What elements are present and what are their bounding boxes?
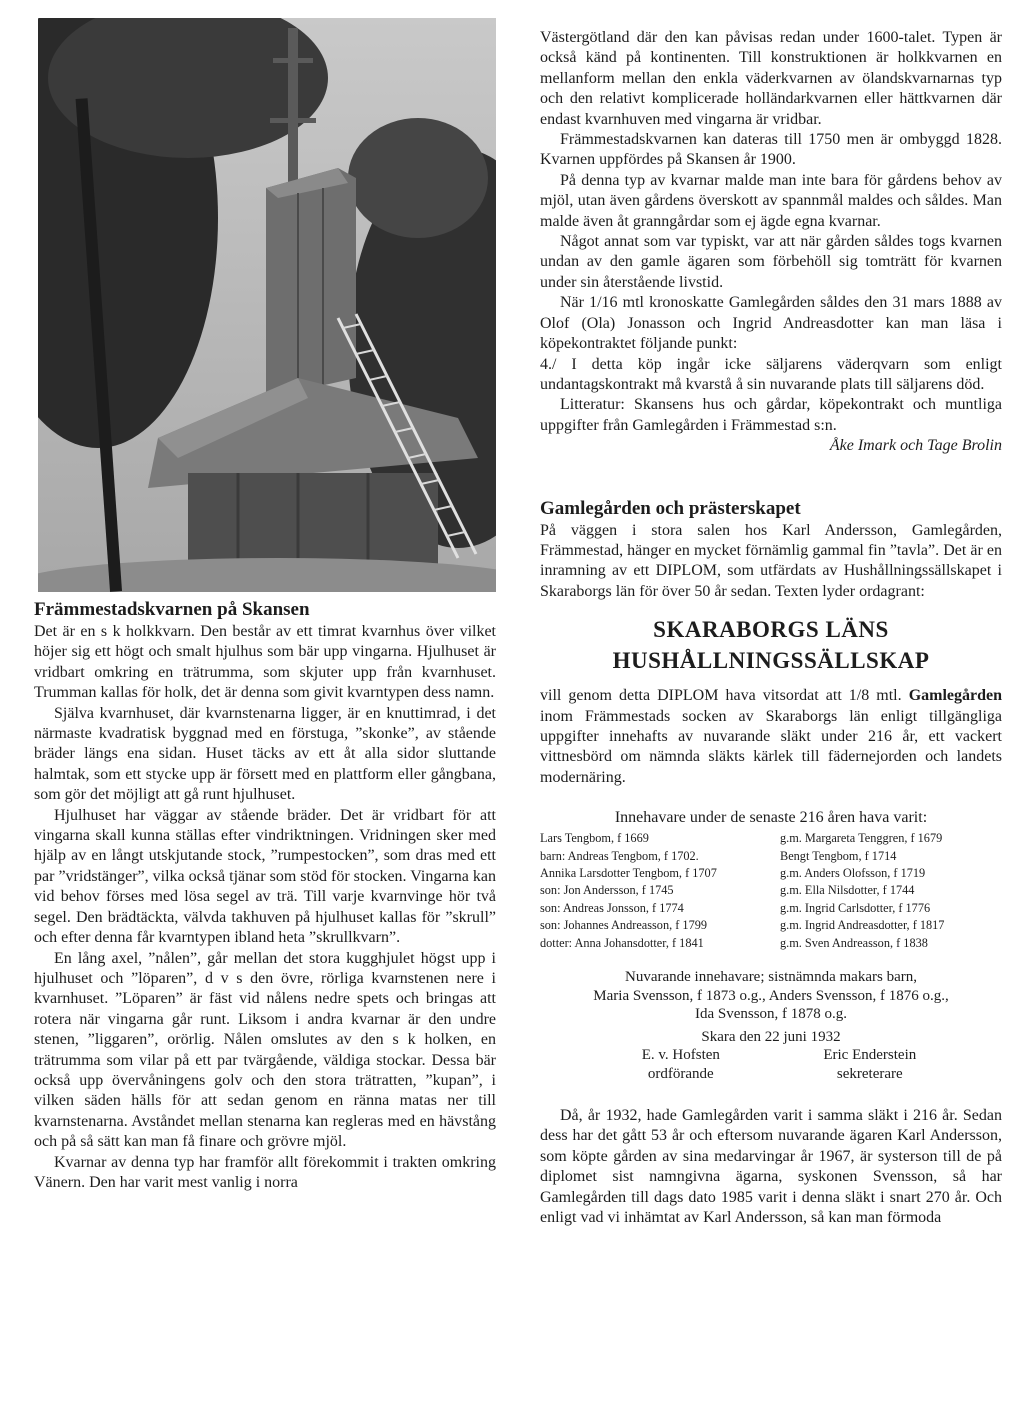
holders-table (540, 830, 1002, 952)
section-heading: Gamlegården och prästerskapet (540, 497, 801, 519)
paragraph: Främmestadskvarnen kan dateras till 1750 men är ombyggd 1828. Kvarnen uppfördes på Skansen år 1900. (540, 131, 1002, 169)
paragraph: Det är en s k holkkvarn. Den består av ett timrat kvarnhus över vilket höjer sig ett högt och smalt hjulhus som bär upp vingarna. Hjulhuset är vridbart omkring en trätrumma, som skjuter upp från kvarnhuset. Trumman kallas för holk, det är denna som givit kvarntypen dess namn. (34, 623, 496, 702)
signer-name: Eric Enderstein (823, 1047, 917, 1064)
table-row (540, 935, 1002, 952)
diploma-text-farm: Gamlegården (908, 687, 1003, 705)
table-row (540, 882, 1002, 899)
signer-role: sekreterare (836, 1066, 903, 1083)
diploma-text-b: inom Främmestads socken av Skaraborgs län enligt tillgängliga uppgifter innehafts av nuvarande släkt under 216 år, ett vackert vittnesbörd om nämnda släkts kärlek till fädernejorden och landets modernäring. (540, 707, 1002, 786)
table-row (540, 865, 1002, 882)
signer (642, 1046, 720, 1084)
diploma-title-line: HUSHÅLLNINGSSÄLLSKAP (612, 648, 930, 674)
diploma-text-a: vill genom detta DIPLOM hava vitsordat att 1/8 mtl. (540, 687, 902, 705)
holder-spouse: Bengt Tengbom, f 1714 (780, 848, 897, 863)
right-column (540, 28, 1002, 1228)
holder-spouse: g.m. Margareta Tenggren, f 1679 (780, 831, 943, 846)
paragraph: På väggen i stora salen hos Karl Andersson, Gamlegården, Främmestad, hänger en mycket förnämlig gammal fin ”tavla”. Det är en inramning av ett DIPLOM, som utfärdats av Hushållningssällskapet i Skaraborgs län för över 50 år sedan. Texten lyder ordagrant: (540, 521, 1002, 600)
paragraph: Litteratur: Skansens hus och gårdar, köpekontrakt och muntliga uppgifter från Gamlegården i Främmestad s:n. (540, 396, 1002, 434)
windmill-photo (38, 18, 496, 592)
signer (823, 1046, 916, 1084)
signers (540, 1046, 1002, 1084)
holder-name: son: Johannes Andreasson, f 1799 (540, 918, 708, 933)
holder-spouse: g.m. Ella Nilsdotter, f 1744 (780, 883, 915, 898)
paragraph: Hjulhuset har väggar av stående bräder. Det är vridbart för att vingarna skall kunna ställas efter vindriktningen. Vridningen sker med hjälp av en långt utskjutande stock, ”rumpestocken”, som dras med ett par ”vridstänger”, vilka också tjänar som stöd för stocken. Vingarna kan vid behov förses med lösa segel av trä. Till varje kvarnvinge hör två segel. Den brädtäckta, välvda takhuven på hjulhuset kallas för ”skrull” och efter denna får kvarntypen ibland heta ”skrullkvarn”. (34, 806, 496, 947)
holders-title: Innehavare under de senaste 216 åren hava varit: (614, 809, 928, 827)
current-holders-line: Nuvarande innehavare; sistnämnda makars barn, (625, 969, 917, 986)
table-row (540, 830, 1002, 847)
holder-spouse: g.m. Ingrid Carlsdotter, f 1776 (780, 900, 931, 915)
paragraph: När 1/16 mtl kronoskatte Gamlegården såldes den 31 mars 1888 av Olof (Ola) Jonasson och Ingrid Andreasdotter kan man läsa i köpekontraktet följande punkt: (540, 294, 1002, 353)
diploma-title (540, 614, 1002, 676)
holder-name: dotter: Anna Johansdotter, f 1841 (540, 935, 704, 950)
table-row (540, 848, 1002, 865)
holder-name: barn: Andreas Tengbom, f 1702. (540, 848, 699, 863)
paragraph: En lång axel, ”nålen”, går mellan det stora kugghjulet högst upp i hjulhuset och ”löparen”, d v s den övre, rörliga kvarnstenen nere i kvarnhuset. ”Löparen” är fäst vid nålens nedre spets och bringas att rotera när vingarna går runt. Liksom i andra kvarnar är den undre stenen, ”liggaren”, orörlig. Nålen omslutes av den s k holken, en trätrumma som vilar på ett par tvärgående, väldiga stockar. Dessa bär också upp övervåningens golv och den stora trätratten, ”kupan”, i vilken säden hälls för att sedan genom en ränna matas ner till kvarnstenarna. Avståndet mellan stenarna kan regleras med en hävstång och på så sätt kan man få finare och grövre mjöl. (34, 949, 496, 1151)
paragraph: På denna typ av kvarnar malde man inte bara för gårdens behov av mjöl, utan även gårdens överskott av spannmål maldes och såldes. Man malde även åt granngårdar som ej ägde egna kvarnar. (540, 171, 1002, 230)
article-heading: Främmestadskvarnen på Skansen (34, 599, 310, 620)
current-holders-line: Maria Svensson, f 1873 o.g., Anders Svensson, f 1876 o.g., (593, 987, 949, 1004)
holder-spouse: g.m. Anders Olofsson, f 1719 (780, 866, 926, 880)
diploma-text (540, 686, 1002, 788)
paragraph: Västergötland där den kan påvisas redan under 1600-talet. Typen är också känd på kontinenten. Till konstruktionen är holkkvarnen en mellanform mellan den enkla väderkvarnen av ölandskvarnarnas typ och den relativt komplicerade holländarkvarnen eller hättkvarnen där endast kvarnhuven med vingarna är vridbar. (540, 29, 1002, 128)
holder-name: son: Andreas Jonsson, f 1774 (540, 900, 684, 915)
paragraph: Då, år 1932, hade Gamlegården varit i samma släkt i 216 år. Sedan dess har det gått 53 år och eftersom nuvarande ägaren Karl Andersson, som köpte gården av sina medarvingar år 1967, är systerson till de på diplomet sist namngivna ägarna, syskonen Svensson, så har Gamlegården till dags dato 1985 varit i denna släkt i snart 270 år. Och enligt vad vi inhämtat av Karl Andersson, så kan man förmoda (540, 1107, 1002, 1227)
place-date: Skara den 22 juni 1932 (701, 1028, 841, 1045)
holder-spouse: g.m. Sven Andreasson, f 1838 (780, 935, 928, 950)
left-column (34, 598, 496, 1193)
holder-name: Annika Larsdotter Tengbom, f 1707 (540, 866, 717, 880)
paragraph: Själva kvarnhuset, där kvarnstenarna ligger, är en knuttimrad, i det närmaste kvadratisk byggnad med en förstuga, ”skonke”, av stående bräder längs ena sidan. Huset täcks av ett åt alla sidor sluttande halmtak, som ett stycke upp är försett med en plattform eller gångbana, som gör det möjligt att gå runt hjulhuset. (34, 704, 496, 804)
current-holders-line: Ida Svensson, f 1878 o.g. (694, 1006, 848, 1023)
holder-name: son: Jon Andersson, f 1745 (540, 883, 674, 898)
table-row (540, 900, 1002, 917)
signer-name: E. v. Hofsten (641, 1047, 720, 1064)
author-signature: Åke Imark och Tage Brolin (829, 437, 1002, 455)
holder-spouse: g.m. Ingrid Andreasdotter, f 1817 (780, 918, 945, 933)
diploma-title-line: SKARABORGS LÄNS (653, 617, 889, 643)
holder-name: Lars Tengbom, f 1669 (540, 831, 649, 846)
paragraph: Något annat som var typiskt, var att när gården såldes togs kvarnen undan av den gamle ägaren som förbehöll sig tomträtt för kvarnen under sin återstående livstid. (540, 233, 1002, 291)
paragraph: Kvarnar av denna typ har framför allt förekommit i trakten omkring Vänern. Den har varit mest vanlig i norra (34, 1153, 496, 1191)
signer-role: ordförande (647, 1066, 714, 1083)
table-row (540, 917, 1002, 934)
paragraph: 4./ I detta köp ingår icke säljarens väderqvarn som enligt undantagskontrakt må kvarstå å sin nuvarande plats till säljarens död. (540, 355, 1002, 393)
